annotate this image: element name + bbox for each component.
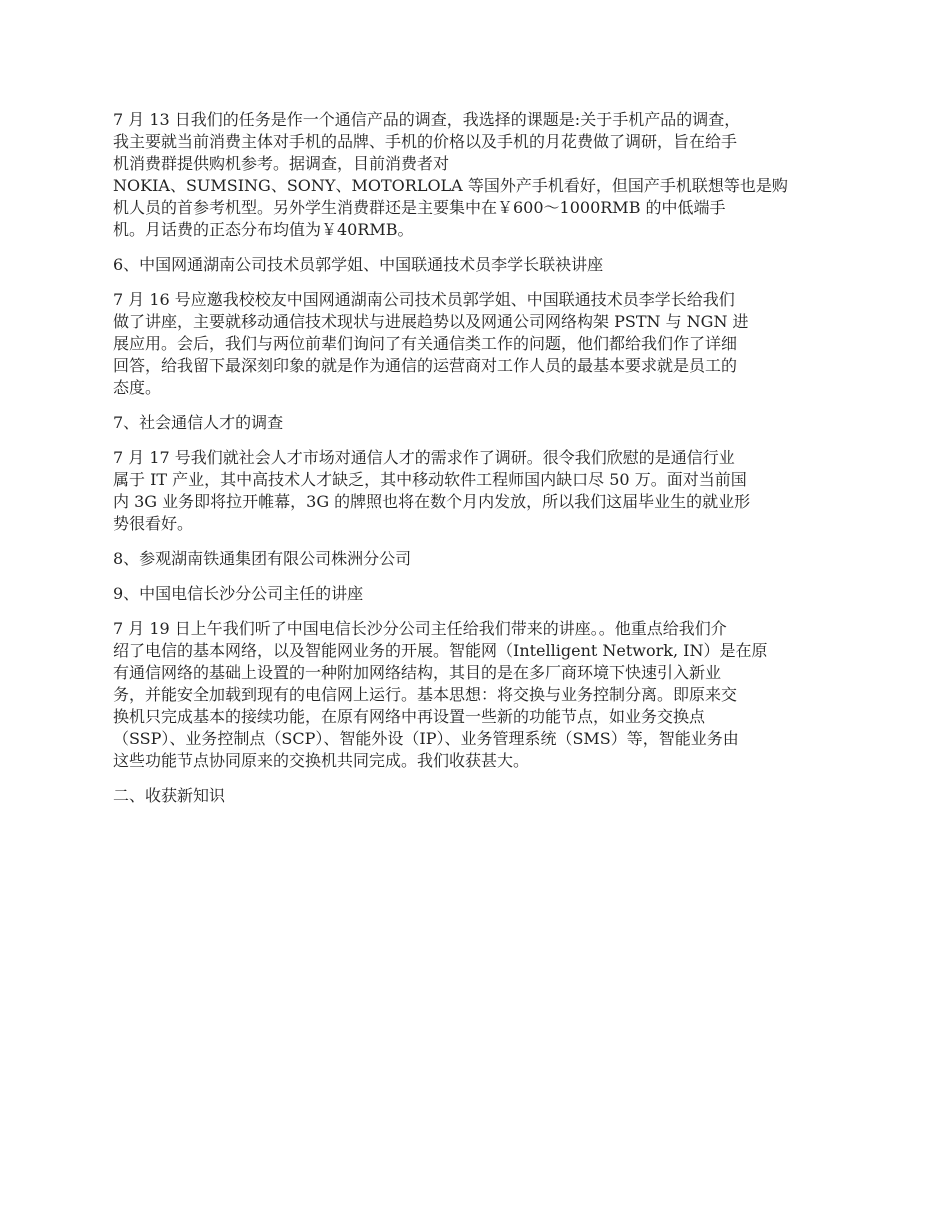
paragraph-talent-survey: 7 月 17 号我们就社会人才市场对通信人才的需求作了调研。很令我们欣慰的是通信行业 属于 IT 产业，其中高技术人才缺乏，其中移动软件工程师国内缺口尽 50 万。面对当前国 内 3G 业务即将拉开帷幕，3G 的牌照也将在数个月内发放，所以我们这届毕业生的就业形 势很看好。: [113, 448, 751, 533]
heading-talent-survey: 7、社会通信人才的调查: [113, 413, 284, 432]
heading-telecom-lecture: 9、中国电信长沙分公司主任的讲座: [113, 584, 364, 603]
heading-visit-tietong: 8、参观湖南铁通集团有限公司株洲分公司: [113, 549, 412, 568]
heading-joint-lecture: 6、中国网通湖南公司技术员郭学姐、中国联通技术员李学长联袂讲座: [113, 255, 604, 274]
document-body: [113, 109, 840, 820]
heading-new-knowledge: 二、收获新知识: [113, 786, 226, 805]
paragraph-phone-survey: 7 月 13 日我们的任务是作一个通信产品的调查，我选择的课题是:关于手机产品的调查， 我主要就当前消费主体对手机的品牌、手机的价格以及手机的月花费做了调研，旨在给手 机消费群提供购机参考。据调查，目前消费者对 NOKIA、SUMSING、SONY、MOTORLOLA 等国外产手机看好，但国产手机联想等也是购 机人员的首参考机型。另外学生消费群还是主要集中在￥600～1000RMB 的中低端手 机。月话费的正态分布均值为￥40RMB。: [113, 110, 788, 239]
paragraph-joint-lecture: 7 月 16 号应邀我校校友中国网通湖南公司技术员郭学姐、中国联通技术员李学长给我们 做了讲座，主要就移动通信技术现状与进展趋势以及网通公司网络构架 PSTN 与 NGN 进 展应用。会后，我们与两位前辈们询问了有关通信类工作的问题，他们都给我们作了详细 回答，给我留下最深刻印象的就是作为通信的运营商对工作人员的最基本要求就是员工的 态度。: [113, 290, 749, 397]
paragraph-telecom-lecture: 7 月 19 日上午我们听了中国电信长沙分公司主任给我们带来的讲座。。他重点给我们介 绍了电信的基本网络，以及智能网业务的开展。智能网（Intelligent Network, IN）是在原 有通信网络的基础上设置的一种附加网络结构，其目的是在多厂商环境下快速引入新业 务，并能安全加载到现有的电信网上运行。基本思想：将交换与业务控制分离。即原来交 换机只完成基本的接续功能，在原有网络中再设置一些新的功能节点，如业务交换点 （SSP）、业务控制点（SCP）、智能外设（IP）、业务管理系统（SMS）等，智能业务由 这些功能节点协同原来的交换机共同完成。我们收获甚大。: [113, 619, 768, 770]
